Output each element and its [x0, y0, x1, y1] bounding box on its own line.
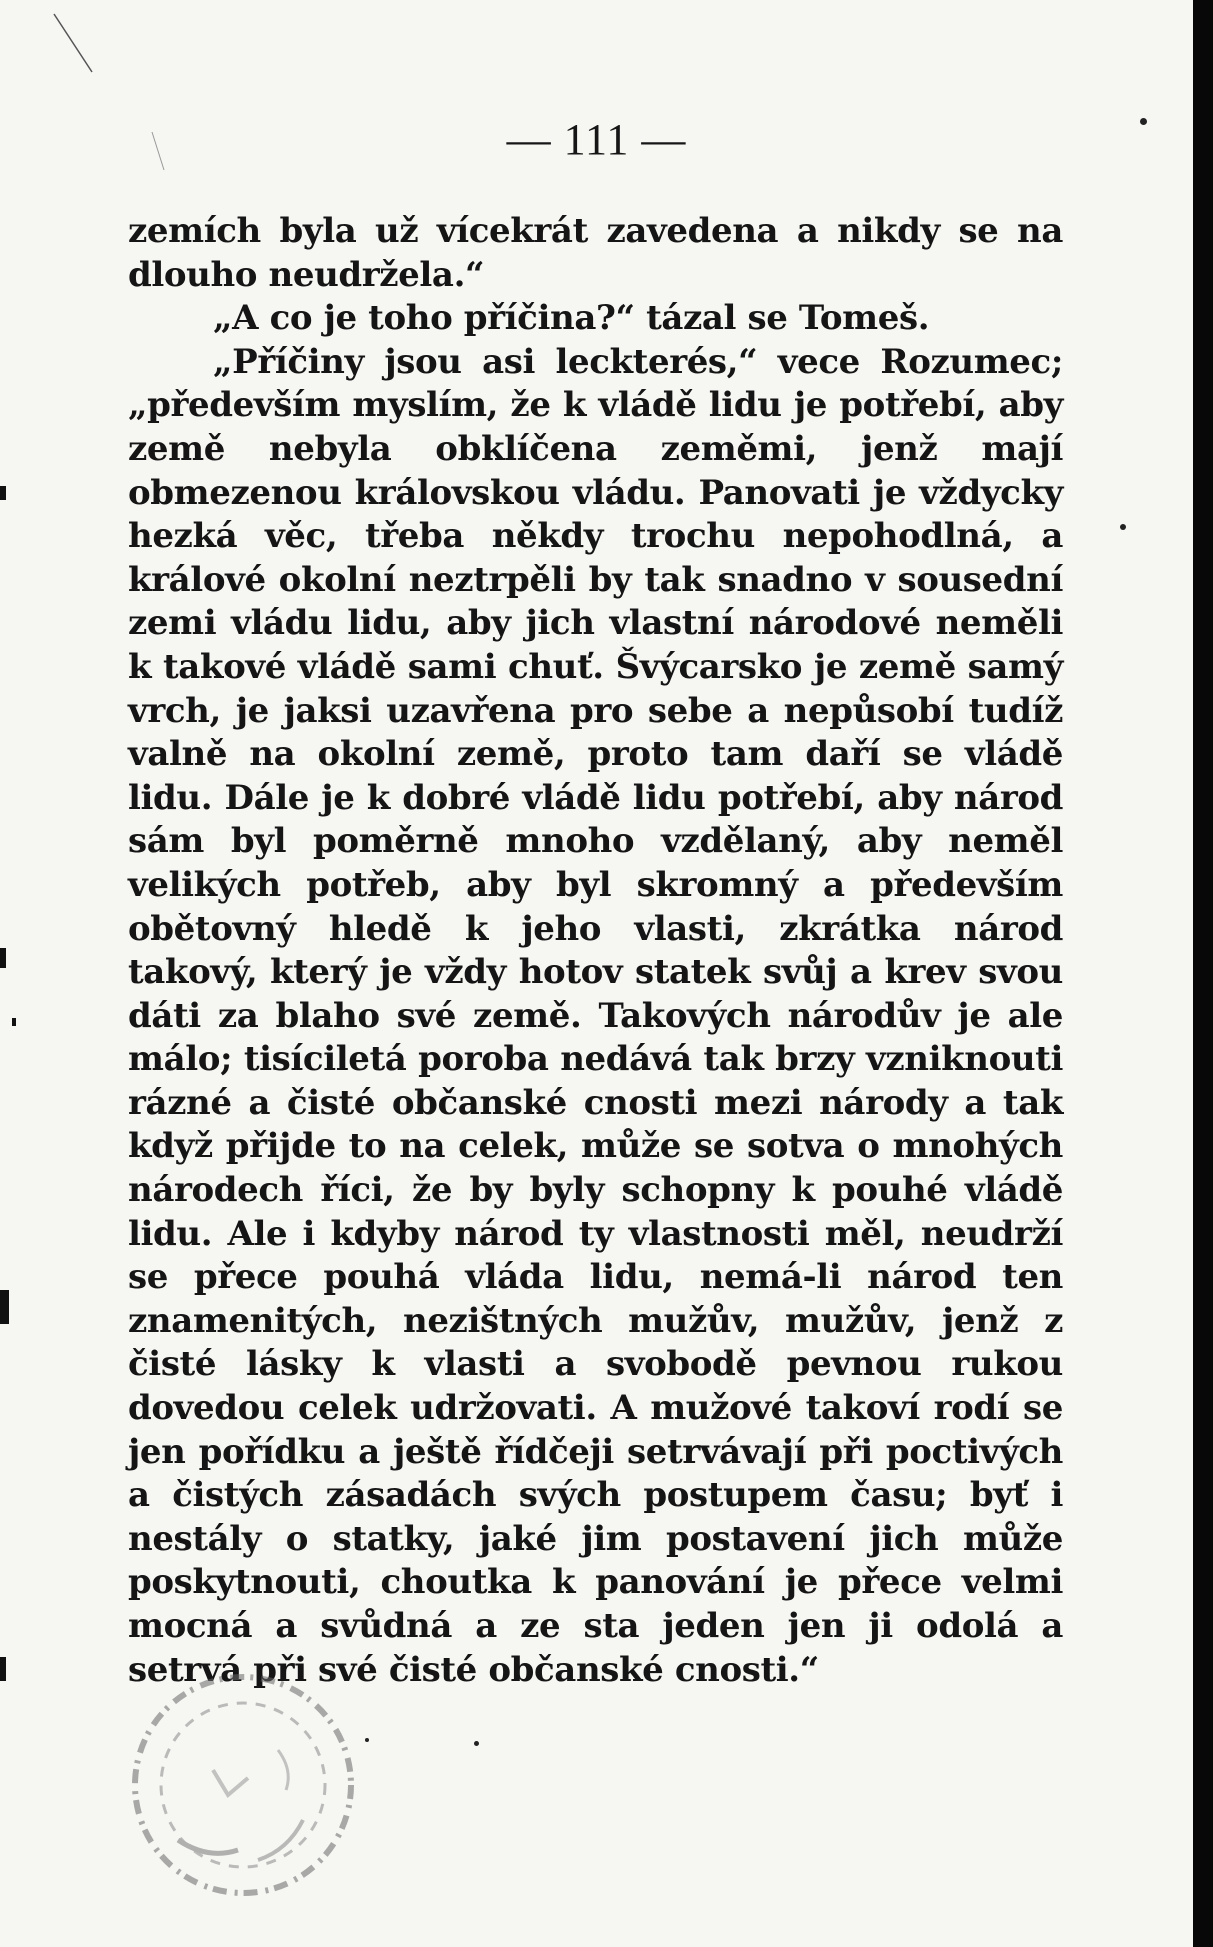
- paragraph-2: „A co je toho příčina?“ tázal se Tomeš.: [213, 298, 930, 339]
- speck: [1140, 118, 1147, 125]
- binding-mark: [0, 486, 6, 500]
- binding-mark: [12, 1018, 16, 1026]
- speck: [474, 1741, 479, 1746]
- binding-mark: [0, 948, 6, 968]
- speck: [1120, 524, 1126, 530]
- page-edge-border: [1193, 0, 1213, 1947]
- page-number: — 111 —: [506, 115, 687, 164]
- library-stamp: [118, 1660, 368, 1910]
- binding-mark: [0, 1657, 6, 1681]
- paragraph-1: zemích byla už vícekrát zavedena a nikdy se na dlouho neudržela.“: [128, 211, 1063, 295]
- speck: [365, 1738, 369, 1742]
- paragraph-3: „Příčiny jsou asi leckterés,“ vece Rozumec; „především myslím, že k vládě lidu je potřebí, aby země nebyla obklíčena zeměmi, jenž mají obmezenou královskou vládu. Panovati je vždycky hezká věc, třeba někdy trochu nepohodlná, a králové okolní neztrpěli by tak snadno v sousední zemi vládu lidu, aby jich vlastní národové neměli k takové vládě sami chuť. Švýcarsko je země samý vrch, je jaksi uzavřena pro sebe a nepůsobí tudíž valně na okolní země, proto tam daří se vládě lidu. Dále je k dobré vládě lidu potřebí, aby národ sám byl poměrně mnoho vzdělaný, aby neměl velikých potřeb, aby byl skromný a především obětovný hledě k jeho vlasti, zkrátka národ takový, který je vždy hotov statek svůj a krev svou dáti za blaho své země. Takových národův je ale málo; tisíciletá poroba nedává tak brzy vzniknouti rázné a čisté občanské cnosti mezi národy a tak když přijde to na celek, může se sotva o mnohých národech říci, že by byly schopny k pouhé vládě lidu. Ale i kdyby národ ty vlastnosti měl, neudrží se přece pouhá vláda lidu, nemá-li národ ten znamenitých, nezištných mužův, mužův, jenž z čisté lásky k vlasti a svobodě pevnou rukou dovedou celek udržovati. A mužové takoví rodí se jen pořídku a ještě řídčeji setrvávají při poctivých a čistých zásadách svých postupem času; byť i nestály o statky, jaké jim postavení jich může poskytnouti, choutka k panování je přece velmi mocná a svůdná a ze sta jeden jen ji odolá a setrvá při své čisté občanské cnosti.“: [128, 341, 1063, 1690]
- body-text: [128, 210, 1063, 1692]
- binding-mark: [0, 1290, 9, 1324]
